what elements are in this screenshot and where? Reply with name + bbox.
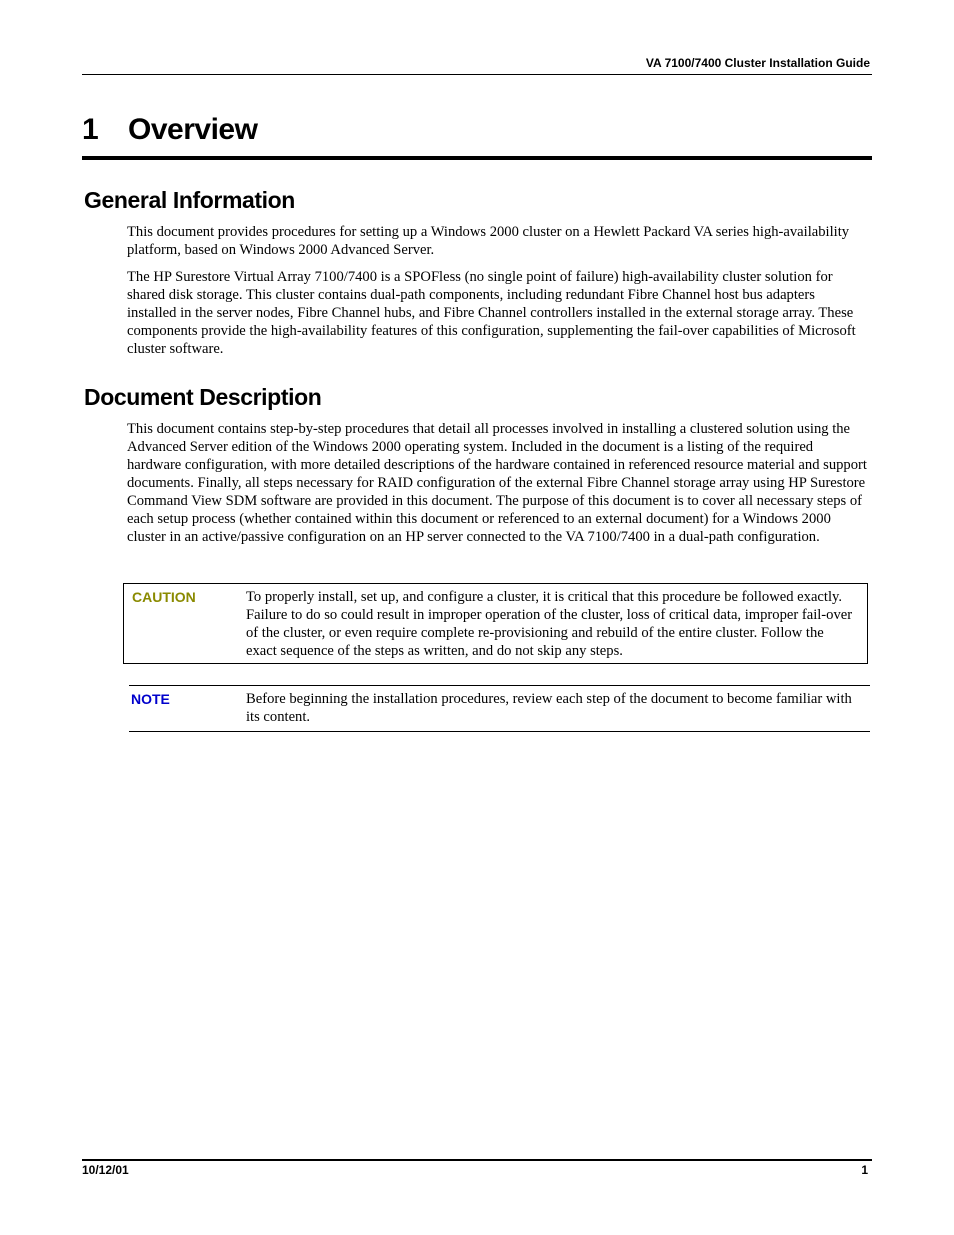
section-heading-document-description: Document Description (84, 384, 322, 410)
footer-rule (82, 1159, 872, 1161)
paragraph: This document provides procedures for setting up a Windows 2000 cluster on a Hewlett Packard VA series high-availability platform, based on Windows 2000 Advanced Server. (127, 224, 850, 258)
note-box (129, 685, 870, 732)
header-rule (82, 74, 872, 75)
caution-box (123, 583, 868, 664)
footer-date: 10/12/01 (82, 1163, 129, 1177)
chapter-rule (82, 156, 872, 160)
caution-label: CAUTION (132, 589, 196, 605)
paragraph: The HP Surestore Virtual Array 7100/7400 is a SPOFless (no single point of failure) high-availability cluster solution for shared disk storage. This cluster contains dual-path components, including redundant Fibre Channel host bus adapters installed in the server nodes, Fibre Channel hubs, and Fibre Channel controllers installed in the external storage array. These components provide the high-availability features of this configuration, supplementing the fail-over capabilities of Microsoft cluster software. (127, 269, 856, 357)
note-text: Before beginning the installation procedures, review each step of the document to become familiar with its content. (246, 691, 852, 725)
paragraph: This document contains step-by-step procedures that detail all processes involved in installing a clustered solution using the Advanced Server edition of the Windows 2000 operating system. Included in the document is a listing of the required hardware configuration, with more detailed descriptions of the hardware contained in referenced resource material and support documents. Finally, all steps necessary for RAID configuration of the external Fibre Channel storage array using HP Surestore Command View SDM software are provided in this document. The purpose of this document is to cover all necessary steps of each setup process (whether contained within this document or referenced to an external document) for a Windows 2000 cluster in an active/passive configuration on an HP server connected to the VA 7100/7400 in a dual-path configuration. (127, 421, 867, 545)
note-label: NOTE (131, 691, 170, 707)
chapter-heading (82, 110, 257, 150)
header-title: VA 7100/7400 Cluster Installation Guide (645, 56, 870, 70)
chapter-number: 1 (82, 113, 99, 146)
section-heading-general-information: General Information (84, 187, 295, 213)
chapter-title: Overview (128, 113, 258, 146)
page-number: 1 (861, 1163, 868, 1177)
caution-text: To properly install, set up, and configure a cluster, it is critical that this procedure be followed exactly. Failure to do so could result in improper operation of the cluster, loss of critical data, improper fail-over of the cluster, or even require complete re-provisioning and rebuild of the entire cluster. Follow the exact sequence of the steps as written, and do not skip any steps. (246, 589, 853, 659)
